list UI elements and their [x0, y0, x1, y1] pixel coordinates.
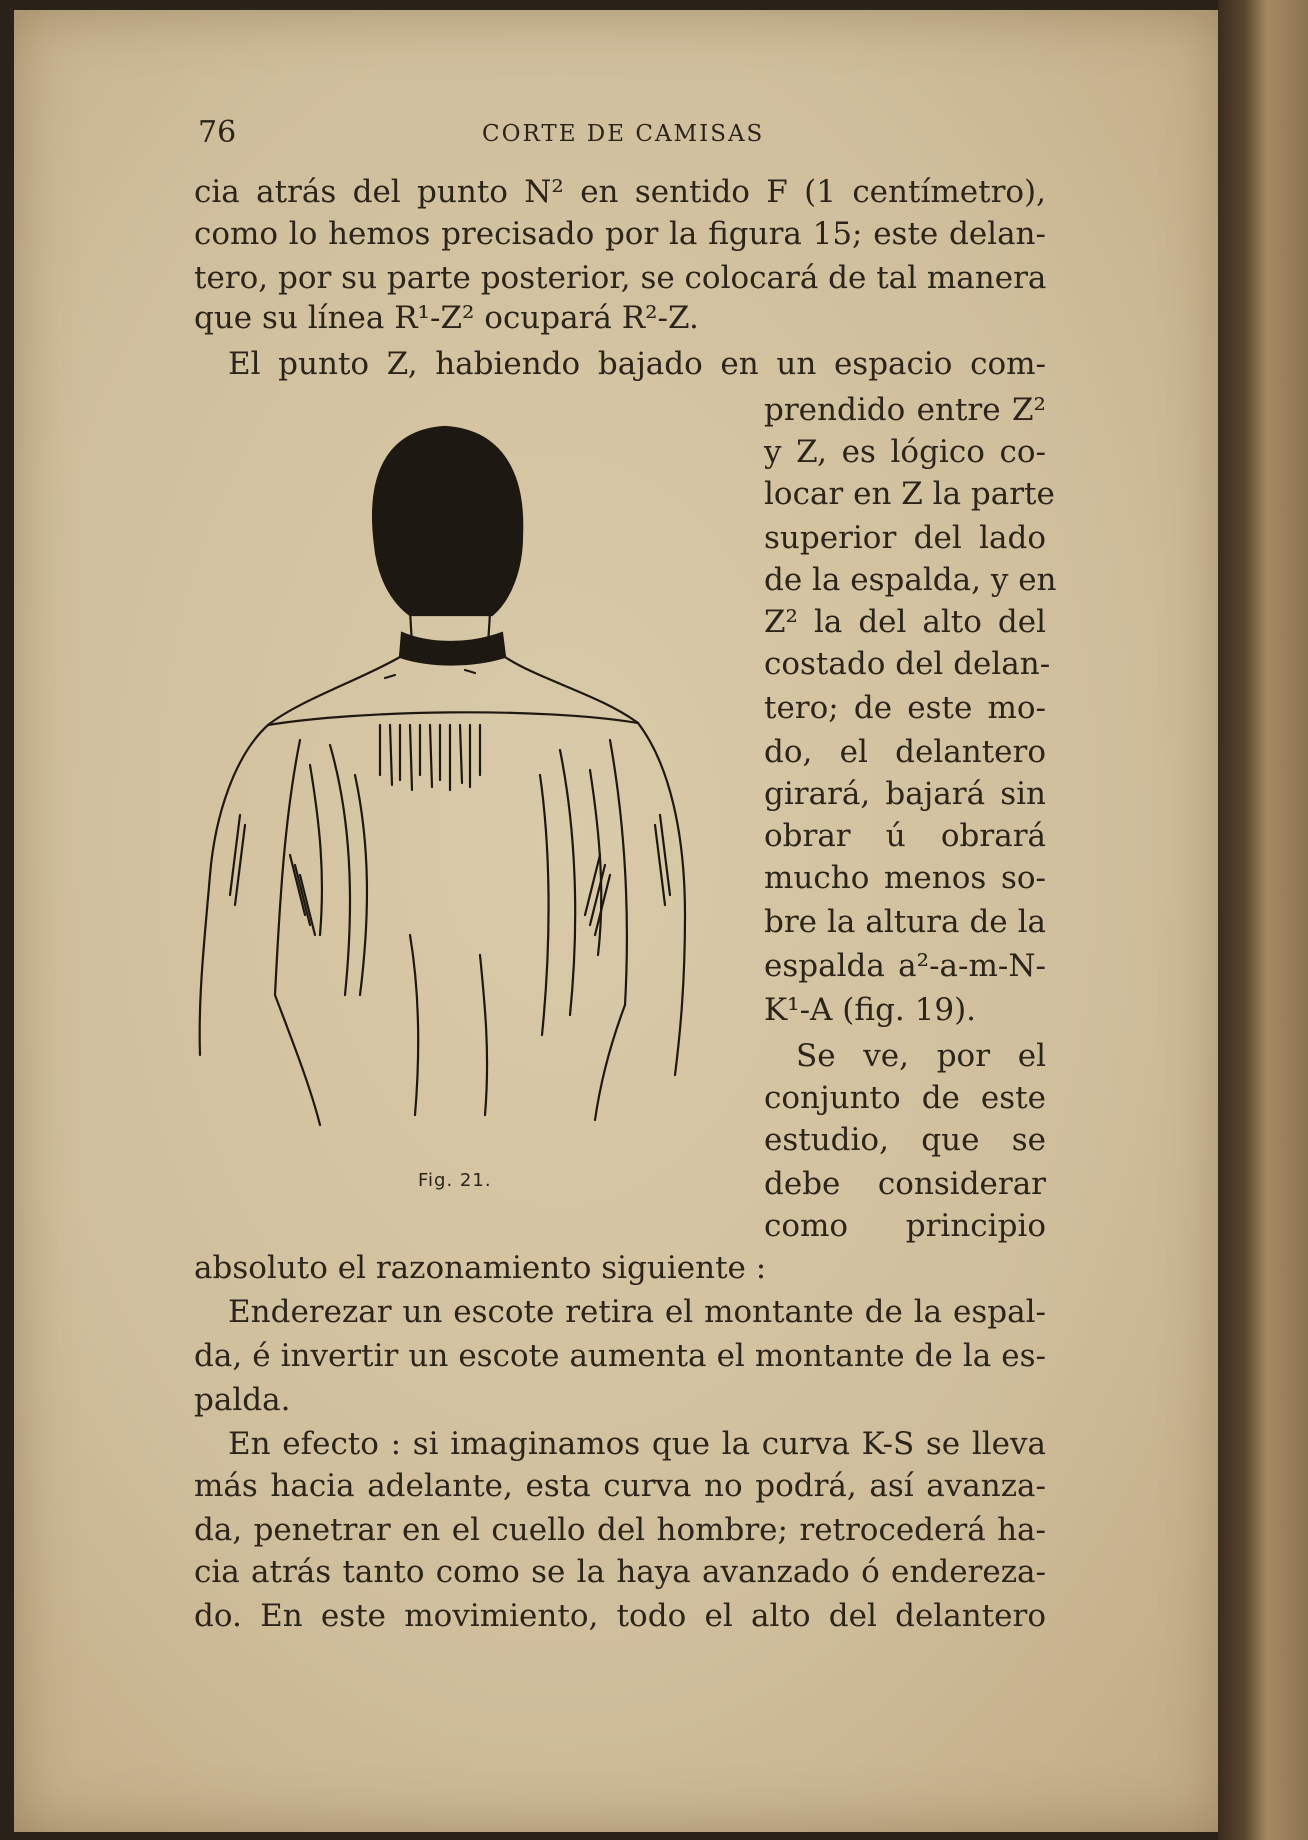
text-line: como lo hemos precisado por la figura 15; este delan- [194, 216, 1046, 252]
text-line: obrar ú obrará [764, 818, 1046, 854]
text-line: da, penetrar en el cuello del hombre; retrocederá ha- [194, 1512, 1046, 1548]
text-line: palda. [194, 1382, 291, 1418]
text-line: bre la altura de la [764, 904, 1046, 940]
page-number: 76 [198, 115, 237, 150]
text-line: y Z, es lógico co- [764, 434, 1046, 470]
text-line: absoluto el razonamiento siguiente : [194, 1250, 767, 1286]
figure-caption: Fig. 21. [418, 1170, 492, 1191]
text-line: superior del lado [764, 520, 1046, 556]
text-line: locar en Z la parte [764, 476, 1055, 512]
page-header [198, 115, 1048, 155]
text-line: girará, bajará sin [764, 776, 1046, 812]
text-line: estudio, que se [764, 1122, 1046, 1158]
book-gutter [1218, 0, 1308, 1840]
text-line: K¹-A (fig. 19). [764, 992, 977, 1028]
text-line: cia atrás del punto N² en sentido F (1 centímetro), [194, 174, 1046, 210]
text-line: cia atrás tanto como se la haya avanzado ó endereza- [194, 1554, 1046, 1590]
text-line: Se ve, por el [796, 1038, 1046, 1074]
text-line: tero; de este mo- [764, 690, 1046, 726]
text-line: como principio [764, 1208, 1046, 1244]
text-line: de la espalda, y en [764, 562, 1057, 598]
text-line: mucho menos so- [764, 860, 1046, 896]
text-line: costado del delan- [764, 646, 1051, 682]
text-line: Z² la del alto del [764, 604, 1046, 640]
text-line: prendido entre Z² [764, 392, 1046, 428]
text-line: do. En este movimiento, todo el alto del delantero [194, 1598, 1046, 1634]
running-head: CORTE DE CAMISAS [482, 121, 765, 147]
text-line: debe considerar [764, 1166, 1046, 1202]
text-line: conjunto de este [764, 1080, 1046, 1116]
figure-illustration [180, 395, 700, 1155]
text-line: tero, por su parte posterior, se colocará de tal manera [194, 260, 1047, 296]
text-line: En efecto : si imaginamos que la curva K-S se lleva [228, 1426, 1046, 1462]
text-line: más hacia adelante, esta curva no podrá, así avanza- [194, 1468, 1046, 1504]
text-line: espalda a²-a-m-N- [764, 948, 1046, 984]
text-line: do, el delantero [764, 734, 1046, 770]
text-line: Enderezar un escote retira el montante de la espal- [228, 1294, 1046, 1330]
text-line: que su línea R¹-Z² ocupará R²-Z. [194, 300, 699, 336]
text-line: da, é invertir un escote aumenta el montante de la es- [194, 1338, 1046, 1374]
text-line: El punto Z, habiendo bajado en un espacio com- [228, 346, 1046, 382]
